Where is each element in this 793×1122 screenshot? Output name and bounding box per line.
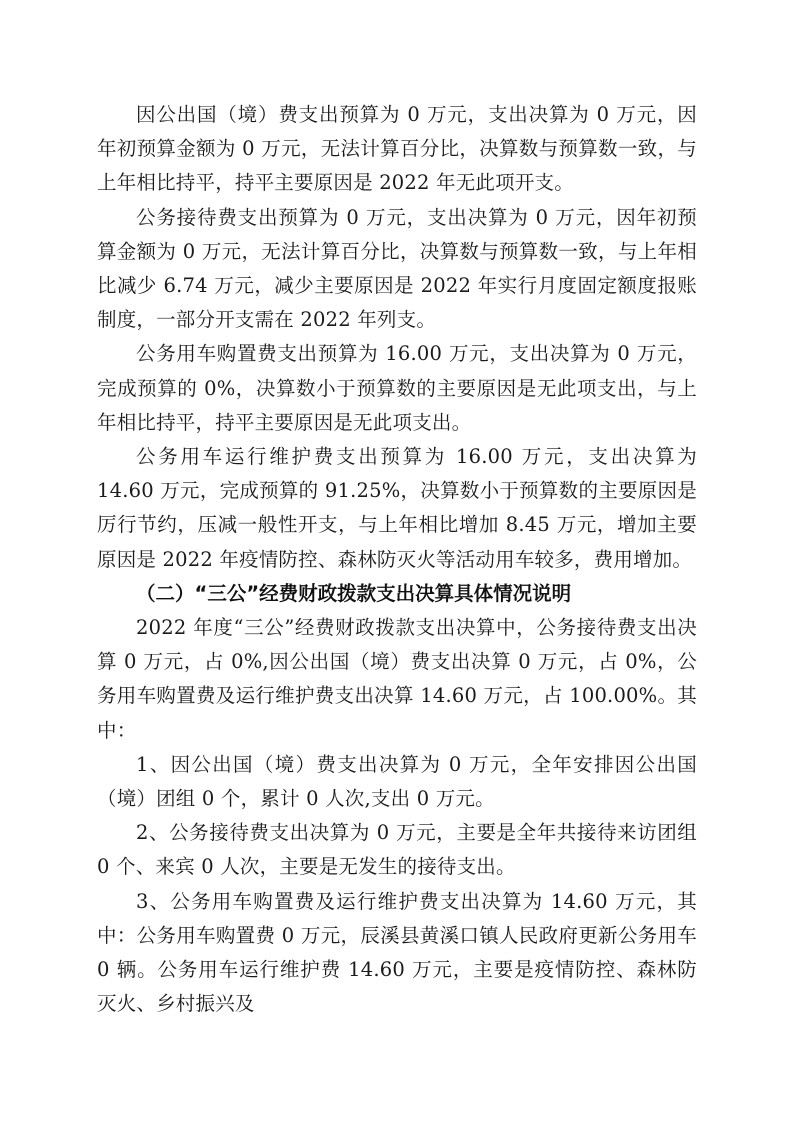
section-heading: （二）“三公”经费财政拨款支出决算具体情况说明 bbox=[136, 581, 572, 605]
list-item-vehicles: 3、公务用车购置费及运行维护费支出决算为 14.60 万元，其中：公务用车购置费 0 万元，辰溪县黄溪口镇人民政府更新公务用车 0 辆。公务用车运行维护费 14.60 万元，主要是疫情防控、森林防灭火、乡村振兴及 bbox=[97, 889, 697, 1016]
paragraph-vehicle-maintenance: 公务用车运行维护费支出预算为 16.00 万元，支出决算为 14.60 万元，完成预算的 91.25%，决算数小于预算数的主要原因是厉行节约，压减一般性开支，与上年相比增加 8.45 万元，增加主要原因是 2022 年疫情防控、森林防灭火等活动用车较多，费用增加。 bbox=[97, 445, 697, 571]
paragraph-vehicle-purchase: 公务用车购置费支出预算为 16.00 万元，支出决算为 0 万元，完成预算的 0%，决算数小于预算数的主要原因是无此项支出，与上年相比持平，持平主要原因是无此项支出。 bbox=[97, 342, 697, 434]
paragraph-reception: 公务接待费支出预算为 0 万元，支出决算为 0 万元，因年初预算金额为 0 万元，无法计算百分比，决算数与预算数一致，与上年相比减少 6.74 万元，减少主要原因是 2022 年实行月度固定额度报账制度，一部分开支需在 2022 年列支。 bbox=[97, 205, 697, 332]
list-item-reception: 2、公务接待费支出决算为 0 万元，主要是全年共接待来访团组 0 个、来宾 0 人次，主要是无发生的接待支出。 bbox=[97, 821, 697, 879]
paragraph-overseas-travel: 因公出国（境）费支出预算为 0 万元，支出决算为 0 万元，因年初预算金额为 0 万元，无法计算百分比，决算数与预算数一致，与上年相比持平，持平主要原因是 2022 年无此项开支。 bbox=[97, 103, 697, 195]
document-body bbox=[97, 98, 697, 1021]
list-item-overseas-travel: 1、因公出国（境）费支出决算为 0 万元，全年安排因公出国（境）团组 0 个，累计 0 人次,支出 0 万元。 bbox=[97, 752, 697, 811]
paragraph-summary: 2022 年度“三公”经费财政拨款支出决算中，公务接待费支出决算 0 万元，占 0%,因公出国（境）费支出决算 0 万元，占 0%，公务用车购置费及运行维护费支出决算 14.60 万元，占 100.00%。其中： bbox=[97, 616, 697, 742]
